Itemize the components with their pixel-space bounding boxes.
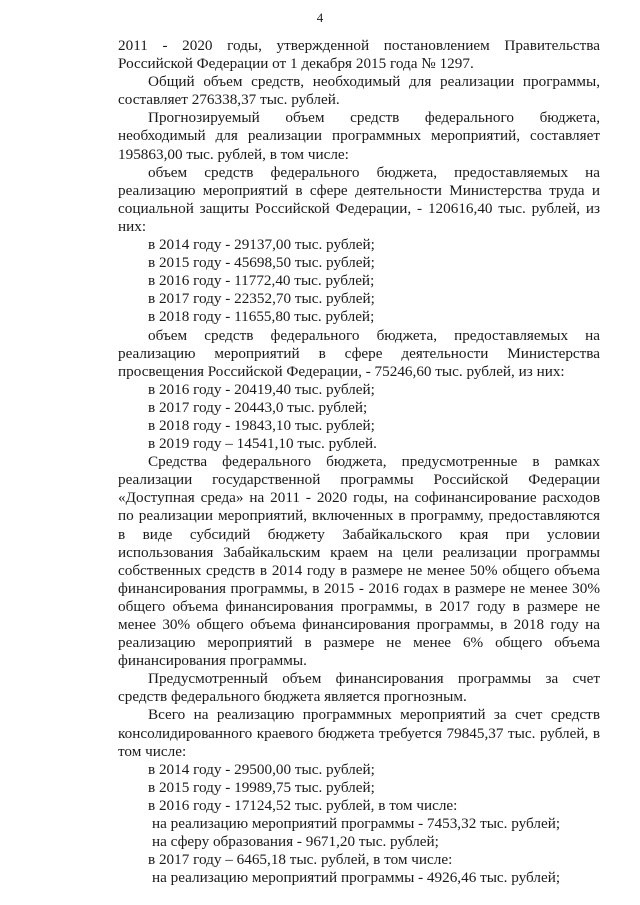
list-item: в 2015 году - 45698,50 тыс. рублей; <box>148 254 375 272</box>
paragraph-regional-budget: Всего на реализацию программных мероприятий за счет средств консолидированного краевого бюджета требуется 79845,37 тыс. рублей, в том числе: <box>118 706 600 760</box>
list-item: на реализацию мероприятий программы - 7453,32 тыс. рублей; <box>152 815 561 833</box>
list-item: в 2018 году - 11655,80 тыс. рублей; <box>148 308 375 326</box>
page-number: 4 <box>316 10 324 25</box>
list-item: в 2015 году - 19989,75 тыс. рублей; <box>148 778 375 796</box>
paragraph-continuation: 2011 - 2020 годы, утвержденной постановлением Правительства Российской Федерации от 1 декабря 2015 года № 1297. <box>118 37 600 73</box>
list-item: на сферу образования - 9671,20 тыс. рублей; <box>152 833 439 851</box>
list-item: в 2017 году - 20443,0 тыс. рублей; <box>148 398 368 416</box>
paragraph-labor-ministry: объем средств федерального бюджета, предоставляемых на реализацию мероприятий в сфере деятельности Министерства труда и социальной защиты Российской Федерации, - 120616,40 тыс. рублей, из них: <box>118 163 600 235</box>
list-item: в 2016 году - 20419,40 тыс. рублей; <box>148 380 375 398</box>
paragraph-total-funding: Общий объем средств, необходимый для реализации программы, составляет 276338,37 тыс. рублей. <box>118 73 600 109</box>
list-item: в 2016 году - 11772,40 тыс. рублей; <box>148 272 375 290</box>
paragraph-federal-budget: Прогнозируемый объем средств федерального бюджета, необходимый для реализации программных мероприятий, составляет 195863,00 тыс. рублей, в том числе: <box>118 109 600 163</box>
document-body <box>118 37 600 887</box>
paragraph-forecast-note: Предусмотренный объем финансирования программы за счет средств федерального бюджета является прогнозным. <box>118 670 600 706</box>
paragraph-education-ministry: объем средств федерального бюджета, предоставляемых на реализацию мероприятий в сфере деятельности Министерства просвещения Российской Федерации, - 75246,60 тыс. рублей, из них: <box>118 326 600 380</box>
list-item: в 2017 году - 22352,70 тыс. рублей; <box>148 290 375 308</box>
list-item: в 2018 году - 19843,10 тыс. рублей; <box>148 416 375 434</box>
list-item: в 2017 году – 6465,18 тыс. рублей, в том числе: <box>148 851 453 869</box>
list-item: в 2014 году - 29500,00 тыс. рублей; <box>148 760 375 778</box>
list-item: в 2016 году - 17124,52 тыс. рублей, в том числе: <box>148 796 458 814</box>
paragraph-cofinancing: Средства федерального бюджета, предусмотренные в рамках реализации государственной программы Российской Федерации «Доступная среда» на 2011 - 2020 годы, на софинансирование расходов по реализации мероприятий, включенных в программу, предоставляются в виде субсидий бюджету Забайкальского края при условии использования Забайкальским краем на цели реализации программы собственных средств в 2014 году в размере не менее 50% общего объема финансирования программы, в 2015 - 2016 годах в размере не менее 30% общего объема финансирования программы, в 2017 году в размере не менее 30% общего объема финансирования программы, в 2018 году на реализацию мероприятий в размере не менее 6% общего объема финансирования программы. <box>118 453 600 670</box>
list-item: в 2019 году – 14541,10 тыс. рублей. <box>148 435 377 453</box>
list-item: в 2014 году - 29137,00 тыс. рублей; <box>148 236 375 254</box>
list-item: на реализацию мероприятий программы - 4926,46 тыс. рублей; <box>152 869 561 887</box>
